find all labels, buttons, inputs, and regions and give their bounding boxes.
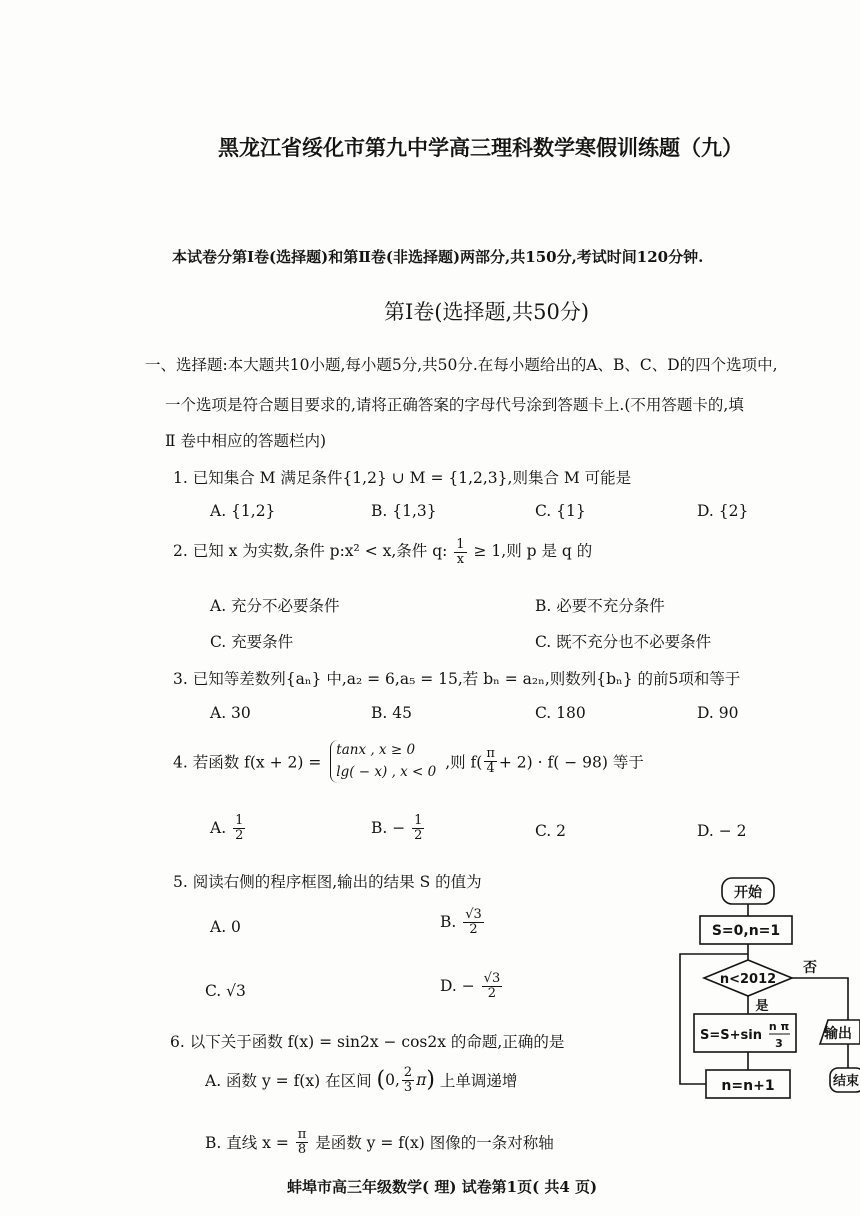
document-title: 黑龙江省绥化市第九中学高三理科数学寒假训练题（九）: [218, 136, 743, 160]
instructions-line-3: Ⅱ 卷中相应的答题栏内): [165, 432, 327, 450]
q2-frac-den: x: [456, 551, 465, 567]
page-footer: 蚌埠市高三年级数学( 理) 试卷第1页( 共4 页): [287, 1178, 598, 1196]
question-3-stem: 3. 已知等差数列{aₙ} 中,a₂ = 6,a₅ = 15,若 bₙ = a₂ₙ,则数列{bₙ} 的前5项和等于: [173, 670, 741, 688]
flowchart-end-text: 结束: [833, 1074, 860, 1089]
q6-option-b-pre: B. 直线 x =: [205, 1134, 289, 1153]
q2-option-b: B. 必要不充分条件: [535, 597, 665, 615]
question-6-stem: 6. 以下关于函数 f(x) = sin2x − cos2x 的命题,正确的是: [170, 1033, 565, 1051]
q4-option-a-label: A.: [210, 819, 227, 838]
program-flowchart: [670, 872, 860, 1112]
instructions-line-1: 一、选择题:本大题共10小题,每小题5分,共50分.在每小题给出的A、B、C、D的四个选项中,: [145, 356, 778, 374]
flowchart-condition-text: n<2012: [719, 972, 777, 987]
flowchart-yes-label: 是: [755, 999, 769, 1014]
q4-stem-mid: ,则 f(: [445, 753, 483, 772]
q2-stem-pre: 2. 已知 x 为实数,条件 p:x² < x,条件 q:: [173, 542, 448, 561]
q5-option-b-den: 2: [469, 921, 478, 937]
flowchart-increment-text: n=n+1: [721, 1078, 775, 1094]
q5-option-d-num: √3: [483, 971, 501, 986]
q6-option-a-paren-close: ): [426, 1067, 435, 1093]
q5-option-d-fraction: [482, 972, 503, 1000]
q4-option-b-den: 2: [414, 827, 423, 843]
q4-case-2: lg( − x) , x < 0: [336, 763, 437, 780]
q2-option-d: C. 既不充分也不必要条件: [535, 633, 712, 651]
q6-option-a: [205, 1066, 517, 1094]
q5-option-b-fraction: [463, 908, 484, 936]
q5-option-b-label: B.: [440, 913, 457, 932]
question-5-stem: 5. 阅读右侧的程序框图,输出的结果 S 的值为: [173, 873, 482, 891]
section-title: 第Ⅰ卷(选择题,共50分): [384, 300, 590, 324]
q6-option-a-zero: 0,: [385, 1071, 400, 1090]
q6-option-a-paren-open: (: [376, 1067, 386, 1093]
question-2-stem: [173, 538, 592, 566]
q6-option-b-post: 是函数 y = f(x) 图像的一条对称轴: [315, 1134, 554, 1153]
q4-frac-num: π: [486, 746, 495, 762]
q2-stem-post: ≥ 1,则 p 是 q 的: [473, 542, 593, 561]
q3-option-b: B. 45: [371, 704, 412, 722]
flowchart-process-text: S=S+sin: [700, 1028, 762, 1043]
q4-fraction: [484, 747, 497, 775]
q4-stem-post: + 2) · f( − 98) 等于: [498, 753, 644, 772]
q1-option-a: A. {1,2}: [210, 502, 276, 520]
q2-option-a: A. 充分不必要条件: [210, 597, 340, 615]
q1-option-c: C. {1}: [535, 502, 586, 520]
q5-option-d-den: 2: [487, 985, 497, 1001]
q4-stem-pre: 4. 若函数 f(x + 2) =: [173, 753, 322, 772]
q1-option-d: D. {2}: [697, 502, 749, 520]
q4-option-b-label: B. −: [371, 819, 406, 838]
flowchart-process-num: n π: [768, 1020, 790, 1033]
flowchart-process-den: 3: [775, 1037, 783, 1050]
q2-option-c: C. 充要条件: [210, 633, 294, 651]
q6-option-a-pre: A. 函数 y = f(x) 在区间: [205, 1072, 372, 1091]
instructions-line-2: 一个选项是符合题目要求的,请将正确答案的字母代号涂到答题卡上.(不用答题卡的,填: [165, 396, 744, 414]
q2-frac-num: 1: [456, 537, 465, 552]
q1-option-b: B. {1,3}: [371, 502, 437, 520]
q4-option-b-fraction: [412, 814, 424, 842]
q4-option-b-num: 1: [414, 813, 423, 828]
q3-option-a: A. 30: [210, 704, 251, 722]
flowchart-start-text: 开始: [734, 885, 762, 901]
q2-fraction: [454, 538, 466, 566]
exam-intro: 本试卷分第Ⅰ卷(选择题)和第Ⅱ卷(非选择题)两部分,共150分,考试时间120分钟.: [172, 248, 704, 266]
q5-option-d-label: D. −: [440, 977, 475, 996]
q4-option-b: [371, 814, 426, 842]
q5-option-b-num: √3: [465, 907, 482, 922]
q3-option-d: D. 90: [697, 704, 739, 722]
q5-option-c: C. √3: [205, 982, 246, 1000]
q4-option-a: [210, 814, 247, 842]
q6-option-a-num: 2: [403, 1065, 413, 1080]
q6-option-a-fraction: [402, 1066, 414, 1094]
q4-piecewise: [330, 740, 436, 783]
flowchart-init-text: S=0,n=1: [711, 923, 781, 939]
question-4-stem: [173, 740, 644, 783]
q4-option-a-fraction: [233, 814, 245, 842]
q5-option-b: [440, 908, 486, 936]
q6-option-a-den: 3: [403, 1079, 413, 1095]
q4-case-1: tanx , x ≥ 0: [336, 742, 416, 758]
flowchart-no-label: 否: [803, 960, 817, 976]
q3-option-c: C. 180: [535, 704, 586, 722]
question-1-stem: 1. 已知集合 M 满足条件{1,2} ∪ M = {1,2,3},则集合 M 可能是: [173, 469, 632, 487]
q4-option-a-den: 2: [235, 827, 244, 843]
q4-option-c: C. 2: [535, 822, 567, 840]
q6-option-b-num: π: [297, 1127, 307, 1142]
q6-option-b-den: 8: [297, 1141, 307, 1157]
q6-option-b: [205, 1128, 554, 1156]
q6-option-a-pi: π: [416, 1071, 427, 1090]
q4-option-a-num: 1: [235, 813, 244, 828]
q4-frac-den: 4: [486, 761, 495, 777]
flowchart-no-line: [792, 978, 848, 1020]
q5-option-a: A. 0: [210, 918, 241, 936]
flowchart-output-text: 输出: [824, 1026, 852, 1042]
q6-option-a-post: 上单调递增: [439, 1072, 518, 1091]
q4-option-d: D. − 2: [697, 822, 747, 840]
q6-option-b-fraction: [296, 1128, 309, 1156]
q5-option-d: [440, 972, 504, 1000]
